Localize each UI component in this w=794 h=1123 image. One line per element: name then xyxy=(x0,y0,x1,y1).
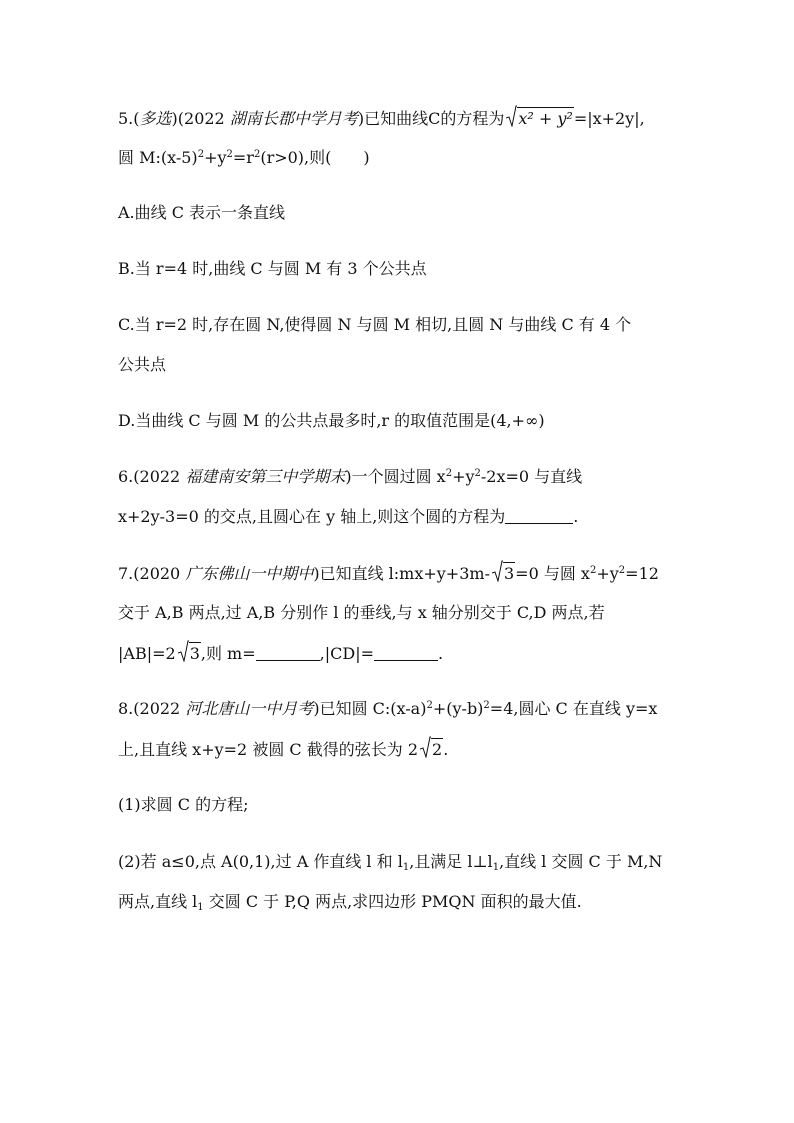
q8-source: 河北唐山一中月考 xyxy=(185,699,314,718)
q8-part2-line2: 两点,直线 $l_1$ 交圆 C 于 P,Q 两点,求四边形 PMQN 面积的最大值. xyxy=(118,892,582,913)
q7-stem: 7.(2020 广东佛山一中期中)已知直线 l:mx+y+3m- 3=0 与圆 $x^2+y^2=12$ xyxy=(118,562,698,585)
answer-blank[interactable] xyxy=(505,509,573,524)
q6-line2: x+2y-3=0 的交点,且圆心在 y 轴上,则这个圆的方程为 . xyxy=(118,507,579,526)
q7-source: 广东佛山一中期中 xyxy=(185,564,314,583)
sqrt-2: 2 xyxy=(420,738,443,761)
q5-tag: 多选 xyxy=(139,109,172,128)
sqrt-3: 3 xyxy=(178,642,201,665)
q5-source: 湖南长郡中学月考 xyxy=(229,109,358,128)
q5-option-d: D.当曲线 C 与圆 M 的公共点最多时,r 的取值范围是(4,+∞) xyxy=(118,411,545,430)
q7-line3: |AB|=2 3,则 m= ,|CD|= . xyxy=(118,642,698,665)
radical-sign-icon xyxy=(178,640,189,662)
q6-source: 福建南安第三中学期末 xyxy=(185,467,346,486)
q5-option-c: C.当 r=2 时,存在圆 N,使得圆 N 与圆 M 相切,且圆 N 与曲线 C 有 4 个 xyxy=(118,315,632,334)
radical-sign-icon xyxy=(506,105,517,127)
q8-part1: (1)求圆 C 的方程; xyxy=(118,795,249,814)
q7-line2: 交于 A,B 两点,过 A,B 分别作 l 的垂线,与 x 轴分别交于 C,D 两点,若 xyxy=(118,603,605,622)
q5-option-a: A.曲线 C 表示一条直线 xyxy=(118,203,286,222)
sqrt-expression: x² + y² xyxy=(506,107,573,130)
answer-blank-m[interactable] xyxy=(256,646,320,661)
sqrt-3: 3 xyxy=(492,562,515,585)
q5-circle-m: 圆 $M:(x-5)^2+y^2=r^2(r>0)$,则( ) xyxy=(118,148,370,167)
q5-option-b: B.当 r=4 时,曲线 C 与圆 M 有 3 个公共点 xyxy=(118,259,427,278)
q8-line2: 上,且直线 x+y=2 被圆 C 截得的弦长为 2 2. xyxy=(118,738,698,761)
q8-part2: (2)若 a≤0,点 A(0,1),过 A 作直线 l 和 $l_1$,且满足 $l\perp l_1$,直线 l 交圆 C 于 M,N xyxy=(118,852,663,873)
radical-sign-icon xyxy=(492,560,503,582)
answer-blank-cd[interactable] xyxy=(374,646,438,661)
radical-sign-icon xyxy=(420,736,431,758)
q6-stem: 6.(2022 福建南安第三中学期末)一个圆过圆 $x^2+y^2-2x=0$ 与直线 xyxy=(118,467,583,486)
q5-stem: 5.(多选)(2022 湖南长郡中学月考)已知曲线C的方程为 x² + y²=|x+2y|, xyxy=(118,107,698,130)
q5-option-c-cont: 公共点 xyxy=(118,355,167,374)
q8-stem: 8.(2022 河北唐山一中月考)已知圆 $C:(x-a)^2+(y-b)^2=4$,圆心 C 在直线 y=x xyxy=(118,699,658,718)
